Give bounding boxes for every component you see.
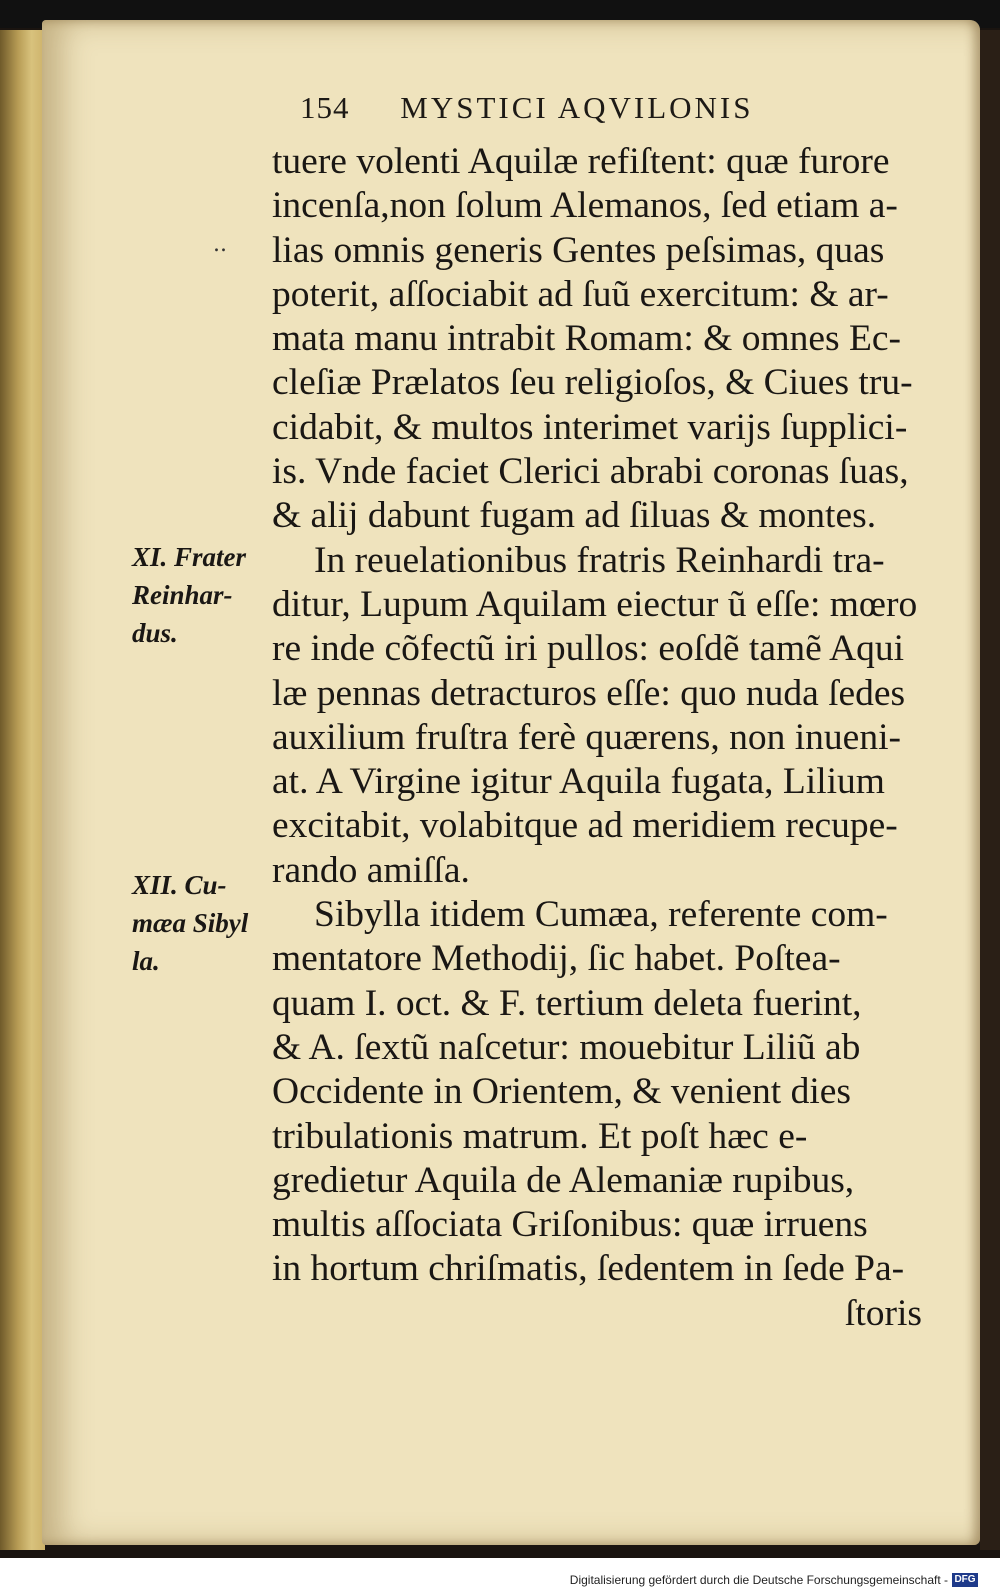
text-line: In reuelationibus fratris Reinhardi tra- [314, 539, 885, 581]
text-line: mata manu intrabit Romam: & omnes Ec- [272, 318, 902, 360]
margin-note-line: Reinhar- [132, 580, 233, 610]
body-text [272, 140, 922, 1336]
text-line: quam I. oct. & F. tertium deleta fuerint, [272, 982, 862, 1024]
book-right-edge [980, 30, 1000, 1550]
text-line: & A. ſextũ naſcetur: mouebitur Liliũ ab [272, 1026, 861, 1068]
margin-note-sibylla [132, 866, 272, 980]
text-line: rando amiſſa. [272, 849, 470, 891]
catchword: ſtoris [844, 1292, 922, 1334]
text-line: incenſa,non ſolum Alemanos, ſed etiam a- [272, 185, 898, 227]
margin-note-line: XII. Cu- [132, 870, 227, 900]
stray-marks: .. [213, 232, 227, 257]
text-line: Sibylla itidem Cumæa, referente com- [314, 894, 888, 936]
text-line: at. A Virgine igitur Aquila fugata, Lilium [272, 761, 885, 803]
text-line: ditur, Lupum Aquilam eiectur ũ eſſe: mœro [272, 583, 918, 625]
margin-note-line: XI. Frater [132, 542, 247, 572]
text-line: lias omnis generis Gentes peſsimas, quas [272, 229, 885, 271]
running-title: MYSTICI AQVILONIS [400, 90, 754, 125]
page-number: 154 [300, 90, 350, 125]
text-line: multis aſſociata Griſonibus: quæ irruens [272, 1204, 868, 1246]
funding-credit: Digitalisierung gefördert durch die Deutsche Forschungsgemeinschaft - [569, 1573, 948, 1587]
text-line: excitabit, volabitque ad meridiem recupe- [272, 805, 898, 847]
text-line: læ pennas detracturos eſſe: quo nuda ſedes [272, 672, 906, 714]
page-stack-edge [0, 30, 45, 1550]
footer-bar [0, 1565, 1000, 1595]
margin-note-line: dus. [132, 618, 178, 648]
text-line: tribulationis matrum. Et poſt hæc e- [272, 1115, 808, 1157]
dfg-logo: DFG [952, 1573, 978, 1587]
margin-note-line: mæa Sibyl [132, 908, 249, 938]
text-line: is. Vnde faciet Clerici abrabi coronas ſuas, [272, 451, 909, 493]
text-line: cleſiæ Prælatos ſeu religioſos, & Ciues tru- [272, 362, 913, 404]
text-line: cidabit, & multos interimet varijs ſupplici- [272, 406, 908, 448]
text-line: in hortum chriſmatis, ſedentem in ſede Pa- [272, 1248, 905, 1290]
text-line: & alij dabunt fugam ad ſiluas & montes. [272, 495, 877, 537]
text-line: gredietur Aquila de Alemaniæ rupibus, [272, 1159, 855, 1201]
running-header [300, 90, 754, 140]
text-line: Occidente in Orientem, & venient dies [272, 1071, 851, 1113]
text-line: auxilium fruſtra ferè quærens, non inueni- [272, 716, 901, 758]
text-line: mentatore Methodij, ſic habet. Poſtea- [272, 938, 841, 980]
text-line: re inde cõfectũ iri pullos: eoſdẽ tamẽ Aqui [272, 628, 905, 670]
text-line: poterit, aſſociabit ad ſuũ exercitum: & ar- [272, 273, 889, 315]
margin-note-line: la. [132, 946, 160, 976]
text-line: tuere volenti Aquilæ refiſtent: quæ furore [272, 141, 890, 182]
margin-note-reinhardus [132, 538, 272, 652]
